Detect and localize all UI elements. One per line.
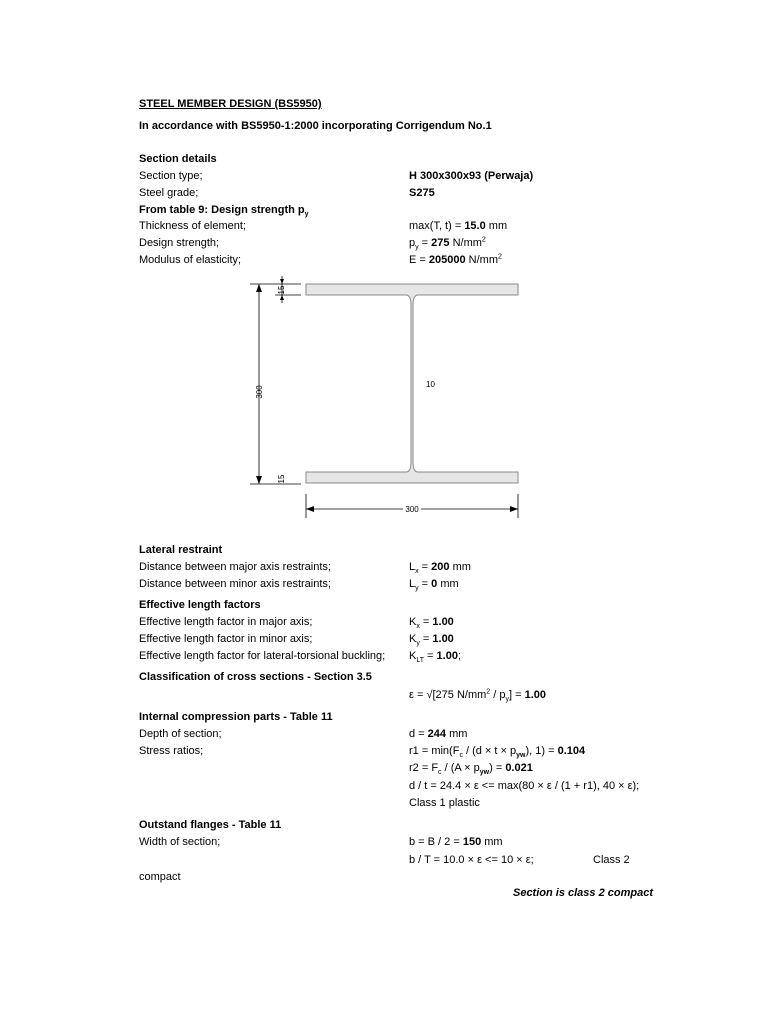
bt-check: b / T = 10.0 × ε <= 10 × ε; [409,854,534,866]
klt-value: $K_{LT} = 1.00$; [409,650,462,665]
outstand-flanges-heading: Outstand flanges - Table 11 [139,819,282,831]
thickness-value: max(T, t) = 15.0 mm [409,220,508,232]
section-class-conclusion: Section is class 2 compact [512,887,653,899]
design-strength-label: Design strength; [139,237,220,249]
outstand-class-b: compact [139,871,181,883]
modulus-value: E = 205000 $N/mm^2$ [409,253,502,266]
effective-length-heading: Effective length factors [139,599,261,611]
document-subtitle: In accordance with BS5950-1:2000 incorporating Corrigendum No.1 [139,120,492,132]
epsilon-value: ε = √[275 $N/mm^2 / p_y] = 1.00$ [409,688,546,704]
section-details-heading: Section details [139,153,217,165]
section-type-label: Section type; [139,170,203,182]
depth-value: d = 244 mm [409,728,468,740]
r2-value: $r2 = F_c / (A \times p_{yw}) = 0.021$ [409,762,533,777]
i-section-shape [306,284,518,483]
design-strength-value: $p_y = 275$ $N/mm^2$ [409,236,486,252]
depth-dim-label: 300 [255,385,264,399]
ky-value: $K_y = 1.00$ [409,633,454,648]
classification-heading: Classification of cross sections - Section 3.5 [139,671,372,683]
kx-value: $K_x = 1.00$ [409,616,454,631]
width-label: Width of section; [139,836,221,848]
top-flange-dim-label: 15 [277,285,286,295]
document-title: STEEL MEMBER DESIGN (BS5950) [139,98,322,110]
stress-ratios-label: Stress ratios; [139,745,204,757]
kx-label: Effective length factor in major axis; [139,616,313,628]
steel-grade-label: Steel grade; [139,187,199,199]
steel-grade-value: S275 [409,187,435,199]
internal-compression-heading: Internal compression parts - Table 11 [139,711,333,723]
web-dim-label: 10 [426,380,435,389]
bottom-flange-dim-label: 15 [277,474,286,484]
table9-heading: From table 9: Design strength $p_y$ [139,204,309,219]
section-type-value: H 300x300x93 (Perwaja) [409,170,534,182]
dt-check: d / t = 24.4 × ε <= max(80 × ε / (1 + r1), 40 × ε); [409,780,640,792]
ky-label: Effective length factor in minor axis; [139,633,313,645]
width-value: b = B / 2 = 150 mm [409,836,503,848]
minor-restraint-value: $L_y = 0$ mm [409,578,459,593]
width-dim-label: 300 [405,505,419,514]
r1-value: $r1 = \min(F_c / (d \times t \times p_{yw})$, 1) = 0.104 [409,745,586,760]
minor-restraint-label: Distance between minor axis restraints; [139,578,331,590]
internal-class: Class 1 plastic [409,797,480,809]
major-restraint-label: Distance between major axis restraints; [139,561,331,573]
major-restraint-value: $L_x = 200$ mm [409,561,471,576]
depth-label: Depth of section; [139,728,222,740]
klt-label: Effective length factor for lateral-torsional buckling; [139,650,386,662]
thickness-label: Thickness of element; [139,220,246,232]
modulus-label: Modulus of elasticity; [139,254,242,266]
lateral-restraint-heading: Lateral restraint [139,544,223,556]
outstand-class-a: Class 2 [593,854,630,866]
